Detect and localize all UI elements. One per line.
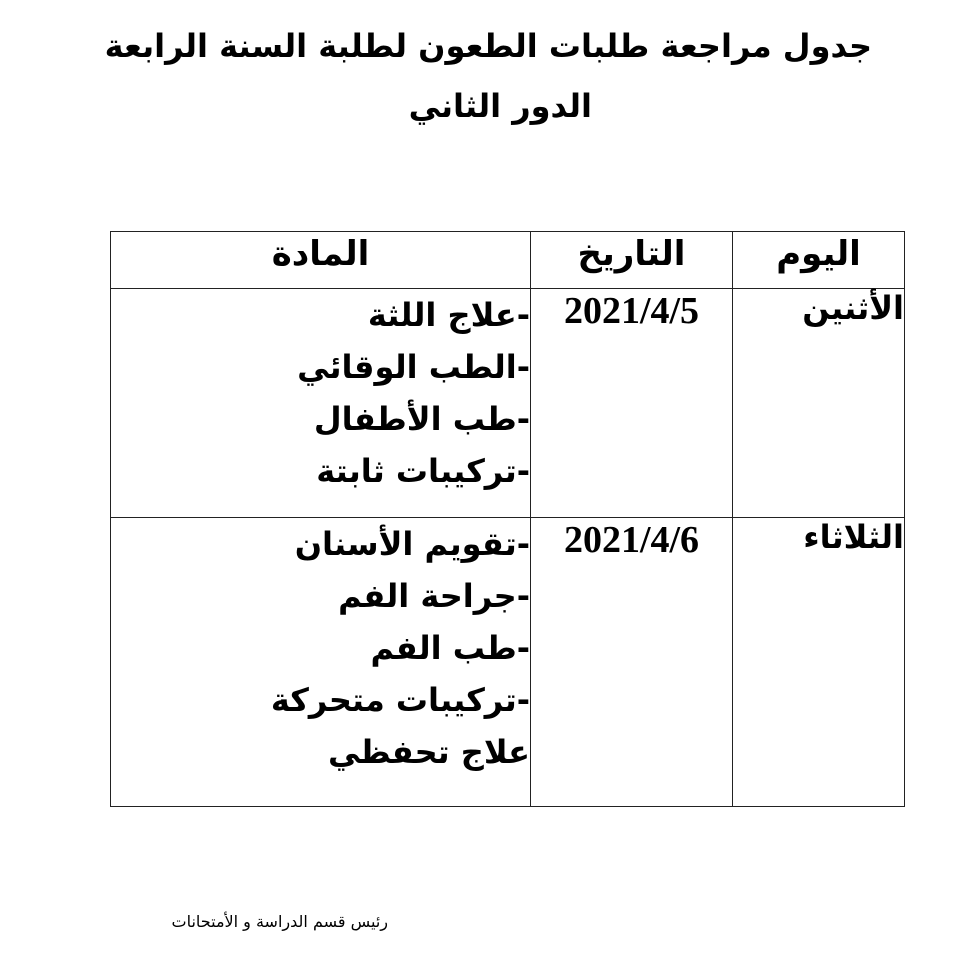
subject-item: -تركيبات متحركة: [270, 681, 530, 719]
subject-item: -الطب الوقائي: [297, 348, 530, 386]
subjects-cell: [111, 289, 531, 518]
header-day: اليوم: [733, 232, 905, 289]
table-row: [111, 289, 905, 518]
subject-item: -تقويم الأسنان: [294, 525, 530, 563]
table-header-row: [111, 232, 905, 289]
header-subject: المادة: [111, 232, 531, 289]
subjects-cell: [111, 518, 531, 807]
document-subtitle: الدور الثاني: [408, 87, 592, 125]
schedule-table: [110, 231, 905, 807]
day-cell: الثلاثاء: [733, 518, 905, 807]
date-cell: 2021/4/6: [531, 518, 733, 807]
date-cell: 2021/4/5: [531, 289, 733, 518]
subject-item: -تركيبات ثابتة: [316, 452, 530, 490]
subject-item: -جراحة الفم: [338, 577, 530, 615]
signature-label: رئيس قسم الدراسة و الأمتحانات: [171, 912, 388, 931]
subject-item: -علاج اللثة: [367, 296, 530, 334]
document-title: جدول مراجعة طلبات الطعون لطلبة السنة الرابعة: [104, 27, 872, 65]
header-date: التاريخ: [531, 232, 733, 289]
subject-item: -طب الفم: [370, 629, 530, 667]
subject-item: -طب الأطفال: [313, 400, 530, 438]
day-cell: الأثنين: [733, 289, 905, 518]
table-row: [111, 518, 905, 807]
subject-item: علاج تحفظي: [327, 733, 530, 771]
